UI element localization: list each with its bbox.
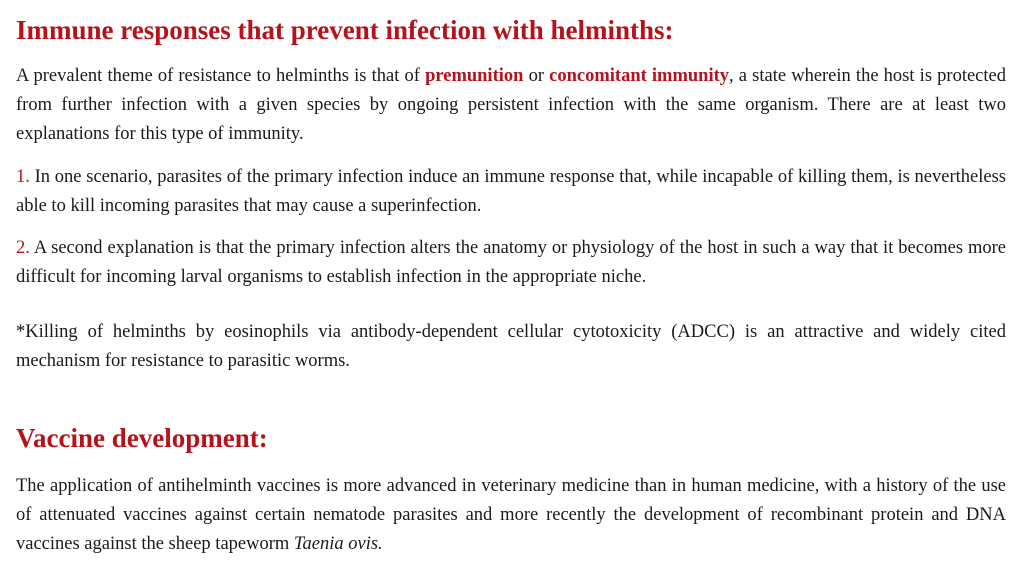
point-2 xyxy=(16,234,1006,292)
point-2-number: 2. xyxy=(16,238,30,258)
intro-text-1: A prevalent theme of resistance to helminths is that of xyxy=(16,66,426,86)
vaccine-text: The application of antihelminth vaccines is more advanced in veterinary medicine than in human medicine, with a history of the use of attenuated vaccines against certain nematode parasites and more recently the development of recombinant protein and DNA vaccines against the sheep tapeworm xyxy=(16,476,1006,554)
term-premunition: premunition xyxy=(425,66,524,86)
term-concomitant-immunity: concomitant immunity xyxy=(549,66,730,86)
point-2-text: A second explanation is that the primary infection alters the anatomy or physiology of the host in such a way that it becomes more difficult for incoming larval organisms to establish infection in the appropriate niche. xyxy=(16,238,1006,287)
point-1-number: 1. xyxy=(16,167,30,187)
heading-immune-responses: Immune responses that prevent infection with helminths: xyxy=(16,15,674,45)
intro-text-2: or xyxy=(523,66,550,86)
adcc-note: *Killing of helminths by eosinophils via antibody-dependent cellular cytotoxicity (ADCC) is an attractive and widely cited mechanism for resistance to parasitic worms. xyxy=(16,322,1006,371)
point-1-text: In one scenario, parasites of the primary infection induce an immune response that, while incapable of killing them, is nevertheless able to kill incoming parasites that may cause a superinfection. xyxy=(16,167,1006,216)
slide xyxy=(16,0,1006,559)
vaccine-paragraph xyxy=(16,472,1006,559)
heading-vaccine-development: Vaccine development: xyxy=(16,423,268,453)
intro-paragraph xyxy=(16,62,1006,149)
species-taenia-ovis: Taenia ovis. xyxy=(293,534,383,554)
point-1 xyxy=(16,163,1006,221)
intro-text-3: , a state wherein the host is protected from further infection with a given species by ongoing persistent infection with the same organism. There are at least two explanations for this type of immunity. xyxy=(16,66,1006,144)
